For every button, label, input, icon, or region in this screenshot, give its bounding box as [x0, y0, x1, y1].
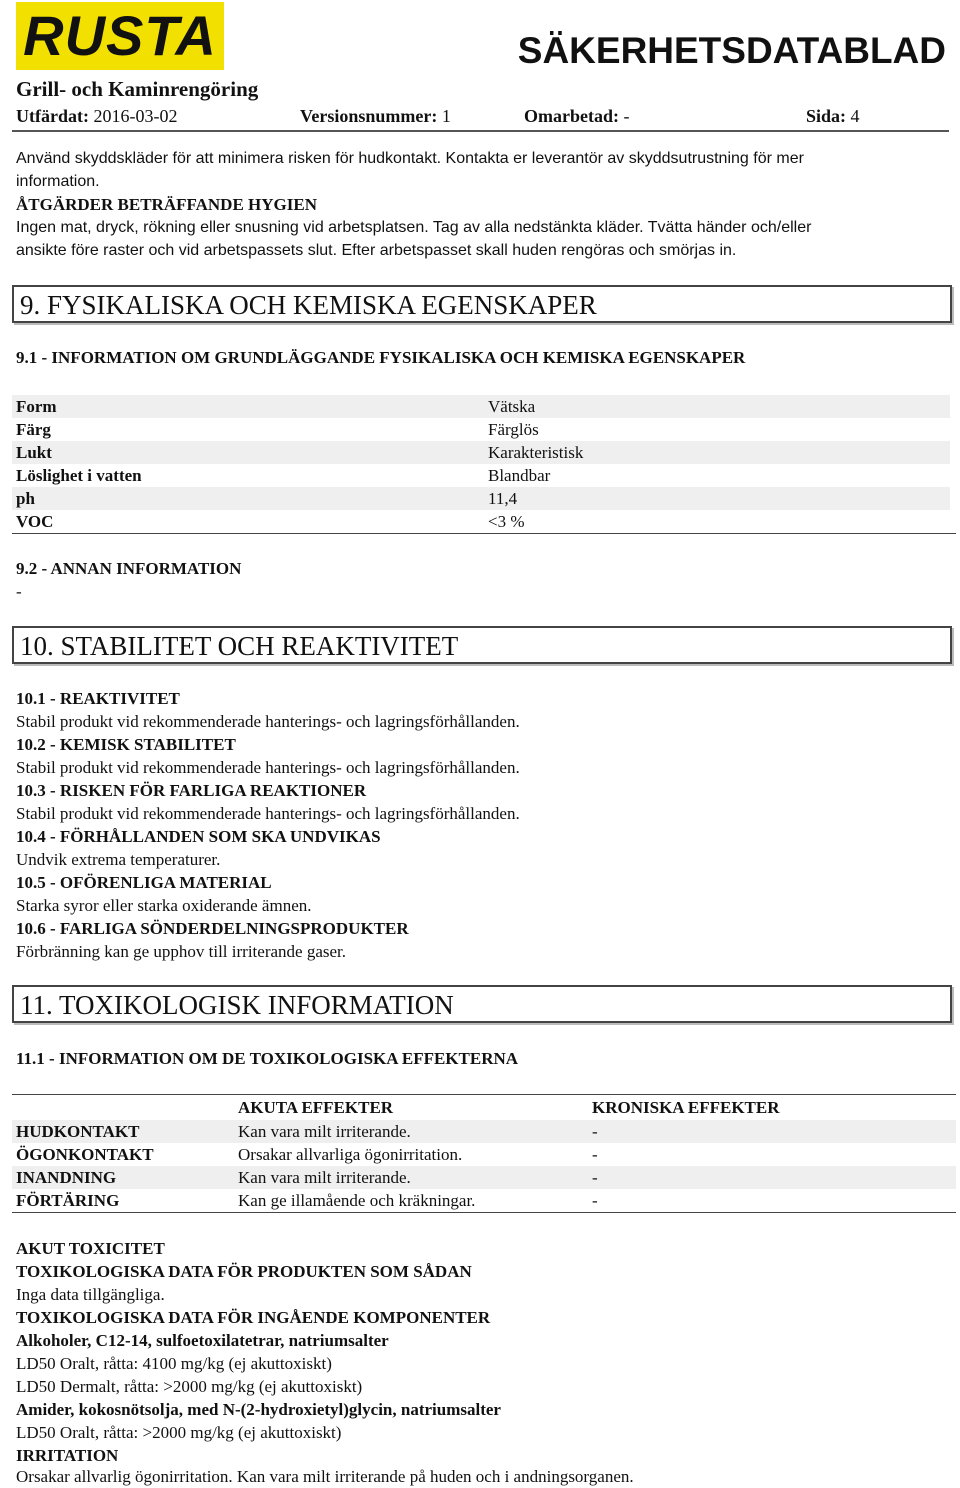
subsection-heading: 9.2 - ANNAN INFORMATION: [16, 559, 242, 578]
subsection-text: Stabil produkt vid rekommenderade hanterings- och lagringsförhållanden.: [16, 758, 520, 777]
subsection-text: Undvik extrema temperaturer.: [16, 850, 221, 869]
property-key: Löslighet i vatten: [16, 466, 142, 485]
header-cell: KRONISKA EFFEKTER: [592, 1098, 780, 1117]
section-9-header: [12, 285, 952, 323]
exposure-route: ÖGONKONTAKT: [16, 1145, 154, 1164]
tox-line: LD50 Dermalt, råtta: >2000 mg/kg (ej akuttoxiskt): [16, 1377, 363, 1396]
table-row: [12, 1166, 956, 1189]
subsection-text: Stabil produkt vid rekommenderade hanterings- och lagringsförhållanden.: [16, 712, 520, 731]
property-value: Blandbar: [488, 466, 551, 485]
property-key: VOC: [16, 512, 54, 531]
chronic-effect: -: [592, 1168, 598, 1187]
exposure-route: FÖRTÄRING: [16, 1191, 120, 1210]
property-key: Lukt: [16, 443, 52, 462]
version-label: Versionsnummer:: [300, 106, 438, 126]
subsection-heading: 10.5 - OFÖRENLIGA MATERIAL: [16, 873, 272, 892]
issued-label: Utfärdat:: [16, 106, 89, 126]
subsection-text: Stabil produkt vid rekommenderade hanterings- och lagringsförhållanden.: [16, 804, 520, 823]
property-row: [12, 441, 950, 464]
intro-line: ansikte före raster och vid arbetspassets slut. Efter arbetspasset skall huden rengöras och smörjas in.: [16, 242, 737, 259]
document-title: SÄKERHETSDATABLAD: [517, 30, 946, 71]
header-divider: [12, 130, 949, 132]
tox-line: AKUT TOXICITET: [16, 1239, 165, 1258]
tox-line: Alkoholer, C12-14, sulfoetoxilatetrar, natriumsalter: [16, 1331, 389, 1350]
tox-line: Inga data tillgängliga.: [16, 1285, 165, 1304]
rusta-logo: [16, 2, 224, 70]
property-key: ph: [16, 489, 35, 508]
chronic-effect: -: [592, 1191, 598, 1210]
section-title: 10. STABILITET OCH REAKTIVITET: [20, 631, 459, 661]
section-11-header: [12, 985, 952, 1023]
subsection-heading: 10.1 - REAKTIVITET: [16, 689, 180, 708]
property-row: [12, 487, 950, 510]
intro-line: information.: [16, 173, 100, 190]
page-value: 4: [850, 106, 860, 126]
subsection-text: Förbränning kan ge upphov till irriterande gaser.: [16, 942, 346, 961]
tox-line: TOXIKOLOGISKA DATA FÖR INGÅENDE KOMPONENTER: [16, 1308, 491, 1327]
page-label: Sida:: [806, 106, 847, 126]
acute-effect: Kan ge illamående och kräkningar.: [238, 1191, 476, 1210]
property-key: Färg: [16, 420, 51, 439]
header-cell: AKUTA EFFEKTER: [238, 1098, 394, 1117]
tox-line: TOXIKOLOGISKA DATA FÖR PRODUKTEN SOM SÅDAN: [16, 1262, 472, 1281]
subsection-heading: 10.6 - FARLIGA SÖNDERDELNINGSPRODUKTER: [16, 919, 409, 938]
tox-line: Orsakar allvarlig ögonirritation. Kan vara milt irriterande på huden och i andningsorganen.: [16, 1467, 634, 1486]
property-value: Karakteristisk: [488, 443, 584, 462]
property-value: Vätska: [488, 397, 536, 416]
property-value: Färglös: [488, 420, 539, 439]
revised-label: Omarbetad:: [524, 106, 619, 126]
issued-field: [16, 103, 177, 129]
subsection-text: Starka syror eller starka oxiderande ämnen.: [16, 896, 312, 915]
subsection-heading: 9.1 - INFORMATION OM GRUNDLÄGGANDE FYSIKALISKA OCH KEMISKA EGENSKAPER: [16, 348, 746, 367]
tox-line: Amider, kokosnötsolja, med N-(2-hydroxietyl)glycin, natriumsalter: [16, 1400, 501, 1419]
table-top-rule: [12, 1094, 956, 1095]
product-name: Grill- och Kaminrengöring: [16, 77, 259, 101]
tox-line: LD50 Oralt, råtta: 4100 mg/kg (ej akuttoxiskt): [16, 1354, 332, 1373]
table-row: [12, 1120, 956, 1143]
property-row: [12, 418, 950, 441]
property-row: [12, 464, 950, 487]
toxicity-header-row: [12, 1096, 956, 1119]
exposure-route: HUDKONTAKT: [16, 1122, 140, 1141]
table-bottom-rule: [12, 1212, 956, 1213]
acute-effect: Kan vara milt irriterande.: [238, 1168, 411, 1187]
subsection-heading: 11.1 - INFORMATION OM DE TOXIKOLOGISKA EFFEKTERNA: [16, 1049, 519, 1068]
document-meta: [16, 103, 948, 129]
logo-text: RUSTA: [23, 4, 217, 67]
tox-line: LD50 Oralt, råtta: >2000 mg/kg (ej akuttoxiskt): [16, 1423, 342, 1442]
section-10-header: [12, 626, 952, 664]
revised-value: -: [623, 106, 630, 126]
version-value: 1: [441, 106, 451, 126]
property-value: 11,4: [488, 489, 518, 508]
subsection-heading: 10.2 - KEMISK STABILITET: [16, 735, 236, 754]
property-key: Form: [16, 397, 57, 416]
subsection-heading: 10.4 - FÖRHÅLLANDEN SOM SKA UNDVIKAS: [16, 827, 381, 846]
property-value: <3 %: [488, 512, 525, 531]
table-row: [12, 1143, 956, 1166]
issued-value: 2016-03-02: [93, 106, 178, 126]
tox-line: IRRITATION: [16, 1446, 119, 1465]
hygiene-heading: ÅTGÄRDER BETRÄFFANDE HYGIEN: [16, 195, 317, 214]
acute-effect: Orsakar allvarliga ögonirritation.: [238, 1145, 463, 1164]
page-field: [806, 103, 860, 129]
intro-line: Ingen mat, dryck, rökning eller snusning vid arbetsplatsen. Tag av alla nedstänkta kläder. Tvätta händer och/eller: [16, 219, 812, 236]
subsection-heading: 10.3 - RISKEN FÖR FARLIGA REAKTIONER: [16, 781, 367, 800]
revised-field: [524, 103, 629, 129]
version-field: [300, 103, 451, 129]
property-row: [12, 395, 950, 418]
section-title: 9. FYSIKALISKA OCH KEMISKA EGENSKAPER: [20, 290, 597, 320]
section-title: 11. TOXIKOLOGISK INFORMATION: [20, 990, 454, 1020]
exposure-route: INANDNING: [16, 1168, 117, 1187]
acute-effect: Kan vara milt irriterande.: [238, 1122, 411, 1141]
property-row: [12, 510, 950, 533]
chronic-effect: -: [592, 1145, 598, 1164]
chronic-effect: -: [592, 1122, 598, 1141]
intro-line: Använd skyddskläder för att minimera risken för hudkontakt. Kontakta er leverantör av skyddsutrustning för mer: [16, 150, 804, 167]
subsection-text: -: [16, 582, 22, 601]
table-bottom-rule: [12, 533, 956, 534]
table-row: [12, 1189, 956, 1212]
